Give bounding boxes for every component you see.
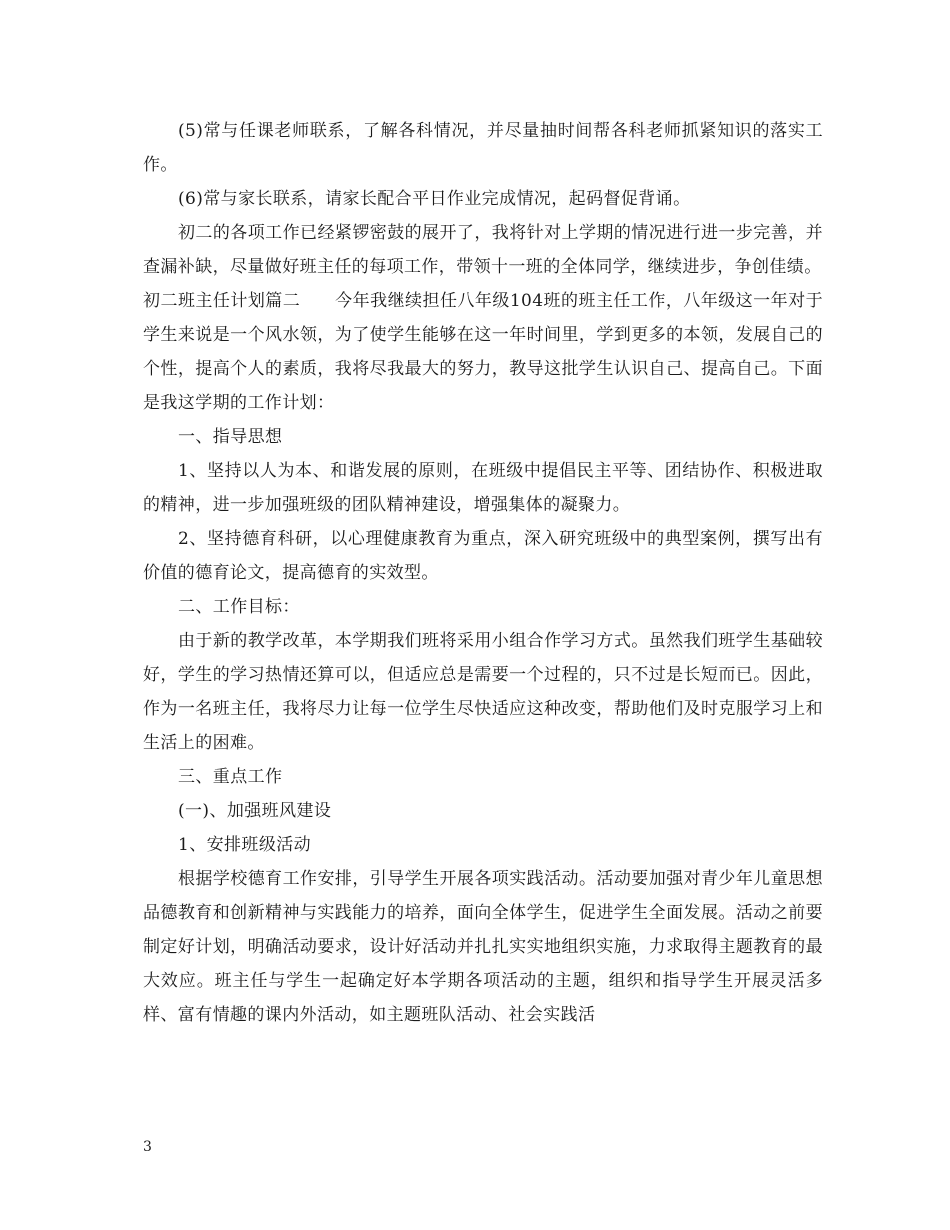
page-number: 3 (143, 1139, 152, 1155)
paragraph: 根据学校德育工作安排，引导学生开展各项实践活动。活动要加强对青少年儿童思想品德教育和创新精神与实践能力的培养，面向全体学生，促进学生全面发展。活动之前要制定好计划，明确活动要求，设计好活动并扎扎实实地组织实施，力求取得主题教育的最大效应。班主任与学生一起确定好本学期各项活动的主题，组织和指导学生开展灵活多样、富有情趣的课内外活动，如主题班队活动、社会实践活 (143, 869, 823, 1025)
paragraph: 初二的各项工作已经紧锣密鼓的展开了，我将针对上学期的情况进行进一步完善，并查漏补缺，尽量做好班主任的每项工作，带领十一班的全体同学，继续进步，争创佳绩。 (143, 223, 823, 277)
paragraph: 1、坚持以人为本、和谐发展的原则，在班级中提倡民主平等、团结协作、积极进取的精神，进一步加强班级的团队精神建设，增强集体的凝聚力。 (143, 461, 823, 515)
heading-guiding-ideology: 一、指导思想 (178, 427, 283, 447)
paragraph: (5)常与任课老师联系，了解各科情况，并尽量抽时间帮各科老师抓紧知识的落实工作。 (143, 121, 823, 175)
paragraph: 由于新的教学改革，本学期我们班将采用小组合作学习方式。虽然我们班学生基础较好，学生的学习热情还算可以，但适应总是需要一个过程的，只不过是长短而已。因此，作为一名班主任，我将尽力让每一位学生尽快适应这种改变，帮助他们及时克服学习上和生活上的困难。 (143, 631, 823, 753)
section-heading-paragraph: 初二班主任计划篇二 今年我继续担任八年级104班的班主任工作，八年级这一年对于学生来说是一个风水领，为了使学生能够在这一年时间里，学到更多的本领，发展自己的个性，提高个人的素质，我将尽我最大的努力，教导这批学生认识自己、提高自己。下面是我这学期的工作计划： (143, 291, 823, 413)
paragraph: (6)常与家长联系，请家长配合平日作业完成情况，起码督促背诵。 (178, 189, 691, 209)
subheading-class-activities: 1、安排班级活动 (178, 835, 312, 855)
document-body (143, 114, 823, 1032)
paragraph: 2、坚持德育科研，以心理健康教育为重点，深入研究班级中的典型案例，撰写出有价值的德育论文，提高德育的实效型。 (143, 529, 823, 583)
heading-work-goals: 二、工作目标： (178, 597, 300, 617)
subheading-class-style: (一)、加强班风建设 (178, 801, 332, 821)
heading-key-work: 三、重点工作 (178, 767, 283, 787)
